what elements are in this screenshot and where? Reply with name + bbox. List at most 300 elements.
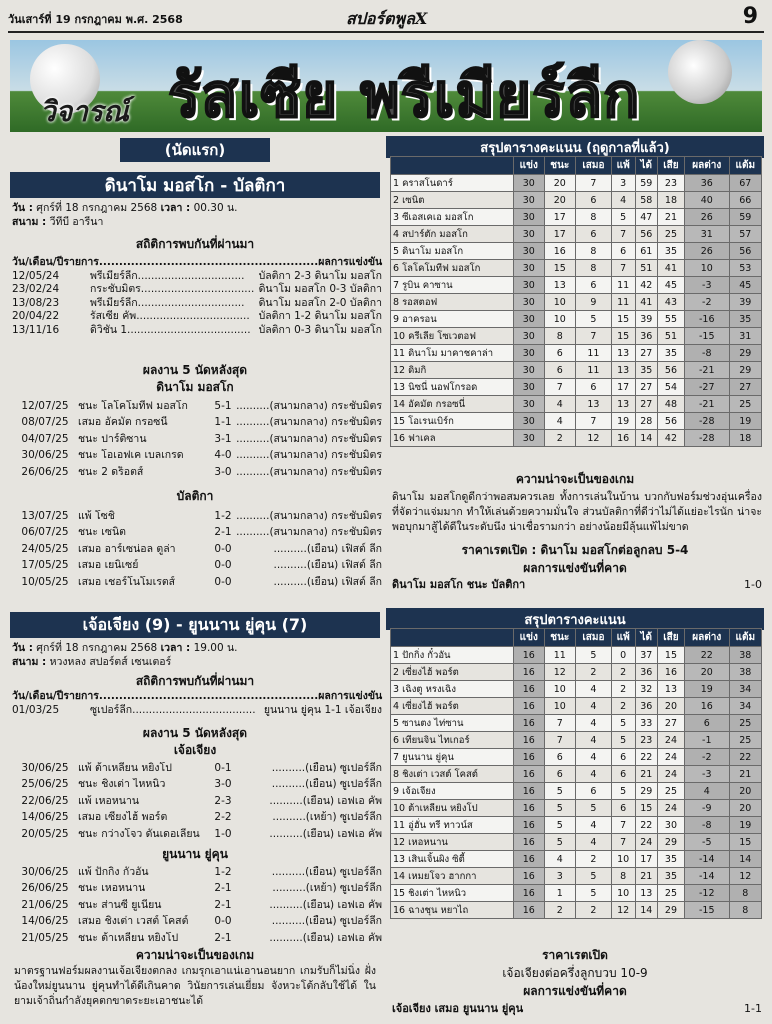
h2h-result: บัลติกา 2-3 ดินาโม มอสโก <box>258 269 382 282</box>
table1-title <box>386 136 764 158</box>
stat-cell: 8 <box>576 243 612 260</box>
h2h-result: ยูนนาน ยู่คุน 1-1 เจ้อเจียง <box>263 703 382 716</box>
stat-cell: 6 <box>576 783 612 800</box>
table-row <box>391 868 762 885</box>
team-cell: 14 เหมยโจว ฮากกา <box>391 868 514 885</box>
table-row <box>391 834 762 851</box>
column-header: แต้ม <box>729 629 761 647</box>
form-result: ชนะ ส่านซี ยูเนี่ยน <box>78 898 162 911</box>
stat-cell: 33 <box>635 715 658 732</box>
stat-cell: 4 <box>611 192 635 209</box>
form-venue-competition: ..........(สนามกลาง) กระชับมิตร <box>236 416 382 429</box>
stat-cell: 15 <box>635 800 658 817</box>
form-date: 14/06/25 <box>21 811 69 824</box>
column-header: แต้ม <box>729 157 761 175</box>
analysis2-odds-text: เจ้อเจียงต่อครึ่งลูกบวบ 10-9 <box>502 965 648 980</box>
header-team <box>391 629 514 647</box>
stat-cell: 47 <box>635 209 658 226</box>
form-row <box>12 864 382 881</box>
stat-cell: 31 <box>729 328 761 345</box>
form-date: 30/06/25 <box>21 449 69 462</box>
table-row <box>391 902 762 919</box>
match2-date-row <box>12 642 382 656</box>
match1-time: 00.30 น. <box>193 202 238 215</box>
team-cell: 7 รูบิน คาซาน <box>391 277 514 294</box>
form-venue-competition: ..........(สนามกลาง) กระชับมิตร <box>236 399 382 412</box>
stat-cell: 3 <box>544 868 576 885</box>
stat-cell: 30 <box>514 328 545 345</box>
stat-cell: 6 <box>576 277 612 294</box>
h2h-col-date: วัน/เดือน/ปี <box>12 256 64 269</box>
stat-cell: 56 <box>658 413 685 430</box>
form-score: 2-3 <box>214 794 232 807</box>
stat-cell: 27 <box>729 379 761 396</box>
analysis2-prediction <box>392 1002 762 1016</box>
table-row <box>391 413 762 430</box>
match2-day: ศุกร์ที่ 18 กรกฎาคม 2568 <box>36 642 158 655</box>
issue-date: วันเสาร์ที่ 19 กรกฎาคม พ.ศ. 2568 <box>8 13 183 26</box>
stat-cell: -12 <box>684 885 729 902</box>
stat-cell: 7 <box>611 260 635 277</box>
stat-cell: 30 <box>514 192 545 209</box>
match2-form-title: ผลงาน 5 นัดหลังสุด <box>142 725 248 740</box>
stat-cell: 10 <box>611 885 635 902</box>
form-result: แพ้ เหอหนาน <box>78 794 140 807</box>
form-date: 26/06/25 <box>21 882 69 895</box>
stat-cell: 20 <box>729 783 761 800</box>
stat-cell: 16 <box>514 885 545 902</box>
stat-cell: 5 <box>611 783 635 800</box>
stat-cell: 16 <box>611 430 635 447</box>
team-cell: 4 เซี่ยงไฮ้ พอร์ต <box>391 698 514 715</box>
team-cell: 9 เจ้อเจียง <box>391 783 514 800</box>
stat-cell: 12 <box>576 430 612 447</box>
h2h-header-row <box>12 256 382 270</box>
form-row <box>12 777 382 794</box>
team-cell: 3 ซีเอสเคเอ มอสโก <box>391 209 514 226</box>
header-team <box>391 157 514 175</box>
form-row <box>12 793 382 810</box>
match2-title <box>10 612 380 638</box>
form-result: ชนะ เหอหนาน <box>78 882 146 895</box>
analysis1-odds: ราคาเรตเปิด : ดินาโม มอสโกต่อลูกลบ 5-4 <box>461 542 689 557</box>
stat-cell: 8 <box>611 868 635 885</box>
stat-cell: 16 <box>514 783 545 800</box>
stat-cell: 67 <box>729 175 761 192</box>
form-row <box>12 574 382 591</box>
h2h-row <box>12 704 382 718</box>
form-result: ชนะ เซนิต <box>78 526 126 539</box>
stat-cell: 22 <box>635 817 658 834</box>
stat-cell: -3 <box>684 277 729 294</box>
form-venue-competition: ..........(สนามกลาง) กระชับมิตร <box>236 432 382 445</box>
stat-cell: 16 <box>544 243 576 260</box>
table-row <box>391 664 762 681</box>
form-row <box>12 541 382 558</box>
team-cell: 5 ดินาโม มอสโก <box>391 243 514 260</box>
table-row <box>391 175 762 192</box>
h2h-result: ดินาโม มอสโก 0-3 บัลติกา <box>258 283 382 296</box>
stat-cell: 7 <box>544 715 576 732</box>
venue-label: สนาม : <box>12 215 47 228</box>
stat-cell: 8 <box>729 885 761 902</box>
team-cell: 1 ปักกิ่ง กั๋วอัน <box>391 647 514 664</box>
stat-cell: 30 <box>514 345 545 362</box>
form-venue-competition: ..........(สนามกลาง) กระชับมิตร <box>236 526 382 539</box>
stat-cell: 59 <box>729 209 761 226</box>
stat-cell: 11 <box>611 294 635 311</box>
form-score: 1-1 <box>214 416 232 429</box>
analysis1-prediction-title: ผลการแข่งขันที่คาด <box>523 560 627 575</box>
stat-cell: 23 <box>658 175 685 192</box>
stat-cell: 6 <box>544 766 576 783</box>
stat-cell: 26 <box>684 209 729 226</box>
stat-cell: 41 <box>635 294 658 311</box>
stat-cell: 32 <box>635 681 658 698</box>
stat-cell: 27 <box>658 715 685 732</box>
form-score: 0-1 <box>214 761 232 774</box>
match1-title-text: ดินาโม มอสโก - บัลติกา <box>104 175 286 196</box>
stat-cell: 30 <box>514 413 545 430</box>
match2-preview-title: ความน่าจะเป็นของเกม <box>135 947 255 962</box>
form-date: 30/06/25 <box>21 761 69 774</box>
stat-cell: 16 <box>514 766 545 783</box>
form-row <box>12 881 382 898</box>
table-header-row <box>391 629 762 647</box>
stat-cell: 5 <box>544 834 576 851</box>
stat-cell: 21 <box>635 766 658 783</box>
stat-cell: 6 <box>544 345 576 362</box>
team-cell: 12 เหอหนาน <box>391 834 514 851</box>
stat-cell: 7 <box>544 379 576 396</box>
form-row <box>12 810 382 827</box>
stat-cell: -28 <box>684 430 729 447</box>
stat-cell: 35 <box>658 851 685 868</box>
stat-cell: 4 <box>576 698 612 715</box>
table-row <box>391 766 762 783</box>
h2h-header-row <box>12 690 382 704</box>
form-score: 1-0 <box>214 827 232 840</box>
stat-cell: 6 <box>576 226 612 243</box>
form-result: เสมอ อัคมัต กรอซนี่ <box>78 416 168 429</box>
stat-cell: 51 <box>635 260 658 277</box>
column-header: ได้ <box>635 629 658 647</box>
match1-h2h-list <box>12 256 382 337</box>
stat-cell: 5 <box>576 647 612 664</box>
stat-cell: 30 <box>514 362 545 379</box>
analysis1-prediction <box>392 578 762 592</box>
stat-cell: 41 <box>658 260 685 277</box>
stat-cell: 6 <box>576 379 612 396</box>
form-venue-competition: ..........(เยือน) ซูเปอร์ลีก <box>271 865 382 878</box>
table-row <box>391 681 762 698</box>
stat-cell: 22 <box>684 647 729 664</box>
stat-cell: 2 <box>576 664 612 681</box>
form-venue-competition: ..........(สนามกลาง) กระชับมิตร <box>236 465 382 478</box>
stat-cell: 51 <box>658 328 685 345</box>
form-row <box>12 508 382 525</box>
banner-title: รัสเซีย พรีเมียร์ลีก <box>168 61 641 131</box>
stat-cell: -14 <box>684 851 729 868</box>
form-result: เสมอ ชิงเต่า เวสต์ โคสต์ <box>78 915 189 928</box>
stat-cell: 27 <box>635 345 658 362</box>
stat-cell: 42 <box>658 430 685 447</box>
form-result: ชนะ 2 ดร็อตส์ <box>78 465 144 478</box>
h2h-date: 23/02/24 <box>12 283 60 296</box>
form-score: 3-1 <box>214 432 232 445</box>
form-date: 14/06/25 <box>21 915 69 928</box>
column-header: ชนะ <box>544 157 576 175</box>
stat-cell: 21 <box>658 209 685 226</box>
stat-cell: 5 <box>611 209 635 226</box>
form-result: เสมอ เยนิเซย์ <box>78 559 139 572</box>
stat-cell: 8 <box>729 902 761 919</box>
stat-cell: -2 <box>684 294 729 311</box>
stat-cell: 36 <box>684 175 729 192</box>
team-cell: 10 ต้าเหลียน หยิงโป <box>391 800 514 817</box>
stat-cell: 16 <box>514 647 545 664</box>
team-cell: 11 อู่ฮั่น ทรี ทาวน์ส <box>391 817 514 834</box>
stat-cell: 21 <box>729 766 761 783</box>
table-header-row <box>391 157 762 175</box>
stat-cell: 15 <box>729 834 761 851</box>
form-score: 2-1 <box>214 882 232 895</box>
stat-cell: 16 <box>514 749 545 766</box>
form-venue-competition: ..........(เยือน) ซูเปอร์ลีก <box>271 915 382 928</box>
venue-label: สนาม : <box>12 655 47 668</box>
stat-cell: 14 <box>729 851 761 868</box>
stat-cell: 4 <box>576 715 612 732</box>
stat-cell: 18 <box>658 192 685 209</box>
team-cell: 13 เสินเจิ้นผิง ซิตี้ <box>391 851 514 868</box>
form-date: 21/06/25 <box>21 898 69 911</box>
stat-cell: 5 <box>576 885 612 902</box>
form-result: ชนะ ชิงเต่า ไหหนิว <box>78 778 166 791</box>
form-venue-competition: ..........(เยือน) เอฟเอ คัพ <box>269 794 382 807</box>
stat-cell: 7 <box>576 328 612 345</box>
team-cell: 5 ซานตง ไท่ซาน <box>391 715 514 732</box>
table-row <box>391 851 762 868</box>
match2-preview-text: มาตรฐานฟอร์มผลงานเจ้อเจียงตกลง เกมรุกเอาแน่เอานอนยาก เกมรับก็ไม่นิ่ง ฝั่งน้องใหม่ยูนนาน ยู่คุนทำได้ดีเกินคาด วินัยการเล่นเยี่ยม จังหวะโต้กลับใช้ได้ ในยามเจ้าถิ่นกำลังยุคตกขาดระยะเอาชนะได้ <box>14 965 376 1007</box>
form-venue-competition: ..........(เยือน) ซูเปอร์ลีก <box>271 778 382 791</box>
stat-cell: 16 <box>514 732 545 749</box>
form-date: 13/07/25 <box>21 509 69 522</box>
form-row <box>12 826 382 843</box>
form-row <box>12 448 382 465</box>
stat-cell: 30 <box>514 311 545 328</box>
team-cell: 7 ยูนนาน ยู่คุน <box>391 749 514 766</box>
form-date: 10/05/25 <box>21 575 69 588</box>
form-date: 20/05/25 <box>21 827 69 840</box>
form-date: 24/05/25 <box>21 542 69 555</box>
stat-cell: -16 <box>684 311 729 328</box>
stat-cell: 30 <box>514 430 545 447</box>
table-row <box>391 732 762 749</box>
table-row <box>391 362 762 379</box>
stat-cell: 26 <box>684 243 729 260</box>
stat-cell: 10 <box>544 681 576 698</box>
match1-away-form <box>12 508 382 591</box>
form-venue-competition: ..........(เยือน) เอฟเอ คัพ <box>269 898 382 911</box>
stat-cell: 23 <box>635 732 658 749</box>
page-number: 9 <box>742 4 758 29</box>
analysis2-odds-title: ราคาเรตเปิด <box>542 947 608 962</box>
stat-cell: 14 <box>635 902 658 919</box>
stat-cell: 40 <box>684 192 729 209</box>
team-cell: 16 ฟาเคล <box>391 430 514 447</box>
stat-cell: 35 <box>658 345 685 362</box>
stat-cell: 2 <box>576 851 612 868</box>
stat-cell: 4 <box>576 834 612 851</box>
column-header: เสีย <box>658 629 685 647</box>
stat-cell: 24 <box>635 834 658 851</box>
team-cell: 1 คราสโนดาร์ <box>391 175 514 192</box>
stat-cell: 54 <box>658 379 685 396</box>
h2h-date: 20/04/22 <box>12 310 60 323</box>
h2h-competition: พรีเมียร์ลีก................................ <box>90 269 245 282</box>
match2-away-name: ยูนนาน ยู่คุน <box>162 846 228 861</box>
stat-cell: -8 <box>684 817 729 834</box>
form-venue-competition: ..........(เยือน) ซูเปอร์ลีก <box>271 761 382 774</box>
stat-cell: 12 <box>729 868 761 885</box>
stat-cell: 29 <box>658 902 685 919</box>
form-result: ชนะ ปาร์ติซาน <box>78 432 147 445</box>
form-venue-competition: ..........(เยือน) เฟิสต์ ลีก <box>273 542 382 555</box>
h2h-col-result: ผลการแข่งขัน <box>318 256 383 269</box>
form-row <box>12 525 382 542</box>
match2-info <box>12 642 382 669</box>
form-venue-competition: ..........(เยือน) เฟิสต์ ลีก <box>273 559 382 572</box>
form-date: 12/07/25 <box>21 399 69 412</box>
form-row <box>12 398 382 415</box>
analysis1-pred-score: 1-0 <box>744 577 762 591</box>
form-venue-competition: ..........(เยือน) เอฟเอ คัพ <box>269 931 382 944</box>
stat-cell: 6 <box>544 362 576 379</box>
table1-standings <box>390 156 762 447</box>
table-row <box>391 192 762 209</box>
table-row <box>391 647 762 664</box>
stat-cell: 16 <box>514 698 545 715</box>
form-result: เสมอ เซี่ยงไฮ้ พอร์ต <box>78 811 168 824</box>
stat-cell: -15 <box>684 328 729 345</box>
stat-cell: 30 <box>514 260 545 277</box>
table2-standings <box>390 628 762 919</box>
stat-cell: 16 <box>514 800 545 817</box>
stat-cell: 2 <box>611 664 635 681</box>
stat-cell: 7 <box>576 413 612 430</box>
stat-cell: 55 <box>658 311 685 328</box>
stat-cell: 11 <box>576 362 612 379</box>
form-score: 0-0 <box>214 559 232 572</box>
stat-cell: 25 <box>658 226 685 243</box>
table-row <box>391 226 762 243</box>
stat-cell: 6 <box>611 800 635 817</box>
stat-cell: 53 <box>729 260 761 277</box>
table-row <box>391 817 762 834</box>
match1-venue-row <box>12 216 382 230</box>
stat-cell: 13 <box>611 345 635 362</box>
stat-cell: 3 <box>611 175 635 192</box>
team-cell: 2 เซี่ยงไฮ้ พอร์ต <box>391 664 514 681</box>
stat-cell: 37 <box>635 647 658 664</box>
stat-cell: 19 <box>729 817 761 834</box>
stat-cell: 25 <box>729 732 761 749</box>
h2h-competition: ดิวิชั่น 1..................................... <box>90 323 251 336</box>
stat-cell: -21 <box>684 396 729 413</box>
stat-cell: 10 <box>544 294 576 311</box>
form-venue-competition: ..........(สนามกลาง) กระชับมิตร <box>236 509 382 522</box>
form-result: ชนะ โลโคโมทีฟ มอสโก <box>78 399 188 412</box>
analysis1-title: ความน่าจะเป็นของเกม <box>515 471 635 486</box>
form-date: 21/05/25 <box>21 931 69 944</box>
match1-date-row <box>12 202 382 216</box>
form-result: เสมอ อาร์เซน่อล ตูล่า <box>78 542 176 555</box>
stat-cell: 11 <box>544 647 576 664</box>
form-row <box>12 760 382 777</box>
stat-cell: 35 <box>658 243 685 260</box>
newspaper-logo: สปอร์ตพูลX <box>346 9 428 28</box>
h2h-row <box>12 297 382 311</box>
h2h-row <box>12 283 382 297</box>
stat-cell: -27 <box>684 379 729 396</box>
stat-cell: -2 <box>684 749 729 766</box>
form-score: 2-2 <box>214 811 232 824</box>
round-label <box>120 138 270 162</box>
table1-title-text: สรุปตารางคะแนน (ฤดูกาลที่แล้ว) <box>480 140 670 156</box>
stat-cell: 30 <box>514 175 545 192</box>
stat-cell: 8 <box>576 260 612 277</box>
stat-cell: 7 <box>544 732 576 749</box>
analysis1-pred-text: ดินาโม มอสโก ชนะ บัลติกา <box>392 577 526 591</box>
stat-cell: 20 <box>658 698 685 715</box>
stat-cell: 4 <box>576 817 612 834</box>
form-result: เสมอ เชอร์โนโมเรตส์ <box>78 575 176 588</box>
h2h-competition: ซูเปอร์ลีก..................................... <box>90 703 256 716</box>
h2h-row <box>12 310 382 324</box>
form-date: 08/07/25 <box>21 416 69 429</box>
stat-cell: 66 <box>729 192 761 209</box>
team-cell: 11 ดินาโม มาคาชคาล่า <box>391 345 514 362</box>
form-venue-competition: ..........(สนามกลาง) กระชับมิตร <box>236 449 382 462</box>
stat-cell: 6 <box>611 766 635 783</box>
stat-cell: 19 <box>684 681 729 698</box>
column-header: เสมอ <box>576 157 612 175</box>
stat-cell: 25 <box>658 885 685 902</box>
stat-cell: 36 <box>635 664 658 681</box>
team-cell: 15 ชิงเต่า ไหหนิว <box>391 885 514 902</box>
column-header: แพ้ <box>611 157 635 175</box>
analysis1-prediction-row <box>392 578 762 592</box>
stat-cell: 5 <box>611 715 635 732</box>
table-row <box>391 209 762 226</box>
stat-cell: -15 <box>684 902 729 919</box>
h2h-col-competition: รายการ....................................................... <box>63 690 319 703</box>
page-header <box>0 0 772 34</box>
stat-cell: -14 <box>684 868 729 885</box>
table-row <box>391 311 762 328</box>
table-row <box>391 800 762 817</box>
column-header: ผลต่าง <box>684 629 729 647</box>
column-header: เสมอ <box>576 629 612 647</box>
stat-cell: 16 <box>684 698 729 715</box>
match2-venue: หวงหลง สปอร์ตส์ เซนเตอร์ <box>49 655 172 668</box>
stat-cell: -3 <box>684 766 729 783</box>
analysis2-pred-text: เจ้อเจียง เสมอ ยูนนาน ยู่คุน <box>392 1001 524 1015</box>
stat-cell: 20 <box>729 800 761 817</box>
team-cell: 6 เทียนจิน ไทเกอร์ <box>391 732 514 749</box>
h2h-result: บัลติกา 0-3 ดินาโม มอสโก <box>258 323 382 336</box>
stat-cell: -1 <box>684 732 729 749</box>
